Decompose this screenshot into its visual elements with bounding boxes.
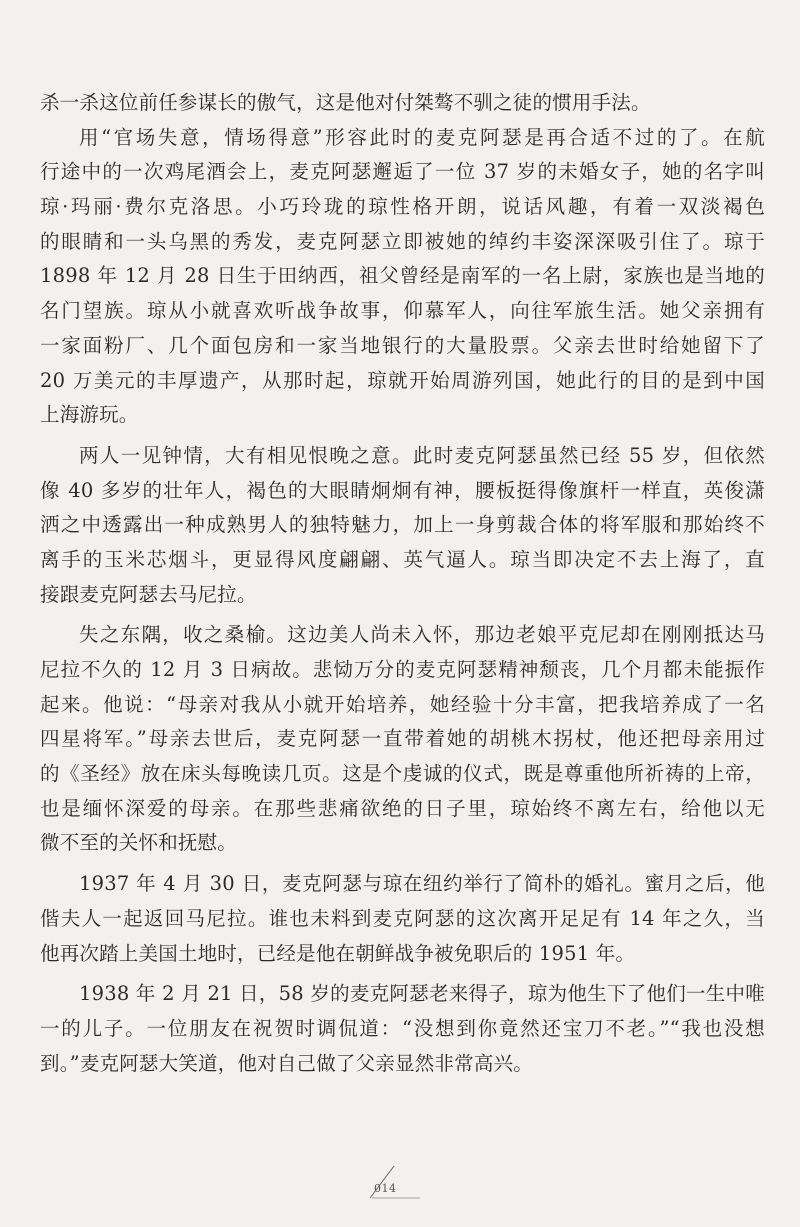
- text-line: 微不至的关怀和抚慰。: [40, 831, 238, 855]
- text-line: 接跟麦克阿瑟去马尼拉。: [40, 582, 257, 606]
- text-line: 四星将军。”母亲去世后，麦克阿瑟一直带着她的胡桃木拐杖，他还把母亲用过: [40, 727, 765, 751]
- text-line: 名门望族。琼从小就喜欢听战争故事，仰慕军人，向往军旅生活。她父亲拥有: [40, 299, 765, 323]
- text-line: 失之东隅，收之桑榆。这边美人尚未入怀，那边老娘平克尼却在刚刚抵达马: [79, 623, 765, 647]
- page-number-slash-icon: [360, 1162, 440, 1202]
- text-line: 1938 年 2 月 21 日，58 岁的麦克阿瑟老来得子，琼为他生下了他们一生中唯: [79, 982, 765, 1006]
- page-footer: [360, 1162, 440, 1202]
- text-line: 琼·玛丽·费尔克洛思。小巧玲珑的琼性格开朗，说话风趣，有着一双淡褐色: [40, 195, 765, 219]
- text-line: 他再次踏上美国土地时，已经是他在朝鲜战争被免职后的 1951 年。: [40, 941, 636, 965]
- text-line: 的眼睛和一头乌黑的秀发，麦克阿瑟立即被她的绰约丰姿深深吸引住了。琼于: [40, 229, 765, 253]
- text-line: 也是缅怀深爱的母亲。在那些悲痛欲绝的日子里，琼始终不离左右，给他以无: [40, 796, 765, 820]
- text-line: 杀一杀这位前任参谋长的傲气，这是他对付桀骜不驯之徒的惯用手法。: [40, 91, 651, 114]
- text-line: 1937 年 4 月 30 日，麦克阿瑟与琼在纽约举行了简朴的婚礼。蜜月之后，他: [79, 872, 765, 896]
- text-line: 两人一见钟情，大有相见恨晚之意。此时麦克阿瑟虽然已经 55 岁，但依然: [79, 443, 765, 467]
- text-line: 上海游玩。: [40, 403, 139, 427]
- body-text: [40, 86, 765, 1081]
- text-line: 用“官场失意，情场得意”形容此时的麦克阿瑟是再合适不过的了。在航: [79, 125, 765, 149]
- text-line: 20 万美元的丰厚遗产，从那时起，琼就开始周游列国，她此行的目的是到中国: [40, 368, 765, 392]
- text-line: 的《圣经》放在床头每晚读几页。这是个虔诚的仪式，既是尊重他所祈祷的上帝，: [40, 762, 765, 786]
- text-line: 起来。他说：“母亲对我从小就开始培养，她经验十分丰富，把我培养成了一名: [40, 692, 765, 716]
- text-line: 1898 年 12 月 28 日生于田纳西，祖父曾经是南军的一名上尉，家族也是当地的: [40, 264, 765, 288]
- text-line: 偕夫人一起返回马尼拉。谁也未料到麦克阿瑟的这次离开足足有 14 年之久，当: [40, 906, 765, 930]
- text-line: 尼拉不久的 12 月 3 日病故。悲恸万分的麦克阿瑟精神颓丧，几个月都未能振作: [40, 658, 765, 681]
- text-line: 到。”麦克阿瑟大笑道，他对自己做了父亲显然非常高兴。: [40, 1051, 533, 1075]
- text-line: 一的儿子。一位朋友在祝贺时调侃道：“没想到你竟然还宝刀不老。”“我也没想: [40, 1016, 765, 1040]
- text-line: 离手的玉米芯烟斗，更显得风度翩翩、英气逼人。琼当即决定不去上海了，直: [40, 547, 765, 571]
- text-line: 洒之中透露出一种成熟男人的独特魅力，加上一身剪裁合体的将军服和那始终不: [40, 513, 765, 537]
- page-number: 014: [374, 1182, 397, 1195]
- text-line: 行途中的一次鸡尾酒会上，麦克阿瑟邂逅了一位 37 岁的未婚女子，她的名字叫: [40, 160, 765, 184]
- text-line: 像 40 多岁的壮年人，褐色的大眼睛炯炯有神，腰板挺得像旗杆一样直，英俊潇: [40, 478, 765, 502]
- text-line: 一家面粉厂、几个面包房和一家当地银行的大量股票。父亲去世时给她留下了: [40, 333, 765, 357]
